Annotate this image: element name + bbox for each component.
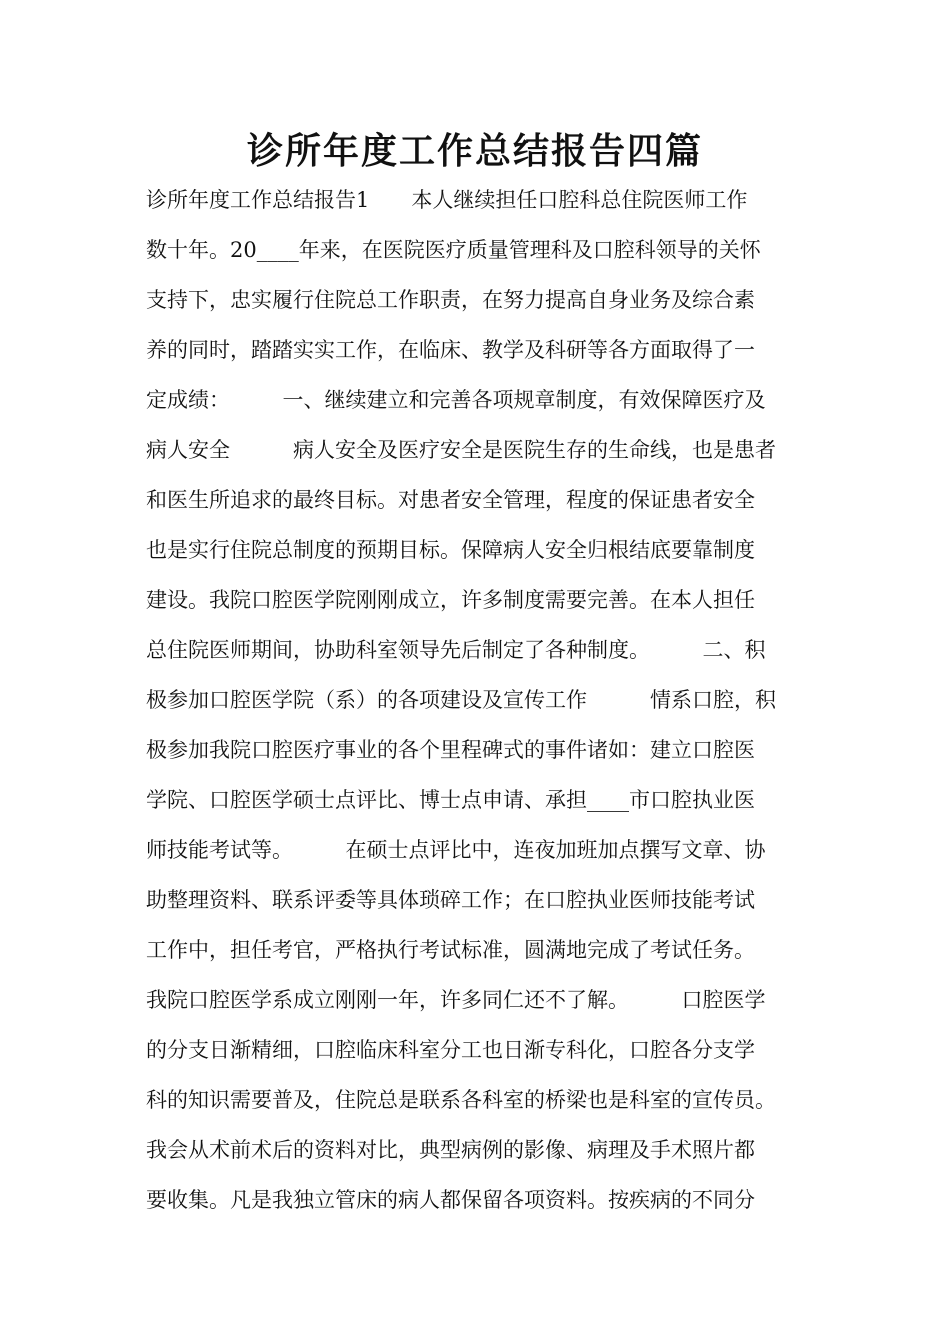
body-line: 我会从术前术后的资料对比，典型病例的影像、病理及手术照片都	[146, 1138, 755, 1162]
body-line: 要收集。凡是我独立管床的病人都保留各项资料。按疾病的不同分	[146, 1188, 755, 1212]
body-line: 我院口腔医学系成立刚刚一年，许多同仁还不了解。 口腔医学	[146, 988, 766, 1012]
body-line: 助整理资料、联系评委等具体琐碎工作；在口腔执业医师技能考试	[146, 888, 755, 912]
body-line: 和医生所追求的最终目标。对患者安全管理，程度的保证患者安全	[146, 488, 755, 512]
body-line: 定成绩： 一、继续建立和完善各项规章制度，有效保障医疗及	[146, 388, 766, 412]
body-line: 学院、口腔医学硕士点评比、博士点申请、承担____市口腔执业医	[146, 788, 755, 812]
body-line: 科的知识需要普及，住院总是联系各科室的桥梁也是科室的宣传员。	[146, 1088, 776, 1112]
body-line: 病人安全 病人安全及医疗安全是医院生存的生命线，也是患者	[146, 438, 776, 462]
body-line: 极参加口腔医学院（系）的各项建设及宣传工作 情系口腔，积	[146, 688, 776, 712]
document-body	[146, 178, 826, 1228]
body-line: 工作中，担任考官，严格执行考试标准，圆满地完成了考试任务。	[146, 938, 755, 962]
body-line: 建设。我院口腔医学院刚刚成立，许多制度需要完善。在本人担任	[146, 588, 755, 612]
body-line: 诊所年度工作总结报告1 本人继续担任口腔科总住院医师工作	[146, 188, 748, 212]
body-line: 师技能考试等。 在硕士点评比中，连夜加班加点撰写文章、协	[146, 838, 766, 862]
body-line: 支持下，忠实履行住院总工作职责，在努力提高自身业务及综合素	[146, 288, 755, 312]
body-line: 数十年。20____年来，在医院医疗质量管理科及口腔科领导的关怀	[146, 238, 761, 262]
body-line: 也是实行住院总制度的预期目标。保障病人安全归根结底要靠制度	[146, 538, 755, 562]
body-line: 总住院医师期间，协助科室领导先后制定了各种制度。 二、积	[146, 638, 766, 662]
document-title: 诊所年度工作总结报告四篇	[246, 131, 703, 172]
body-line: 的分支日渐精细，口腔临床科室分工也日渐专科化，口腔各分支学	[146, 1038, 755, 1062]
body-line: 养的同时，踏踏实实工作，在临床、教学及科研等各方面取得了一	[146, 338, 755, 362]
body-line: 极参加我院口腔医疗事业的各个里程碑式的事件诸如：建立口腔医	[146, 738, 755, 762]
